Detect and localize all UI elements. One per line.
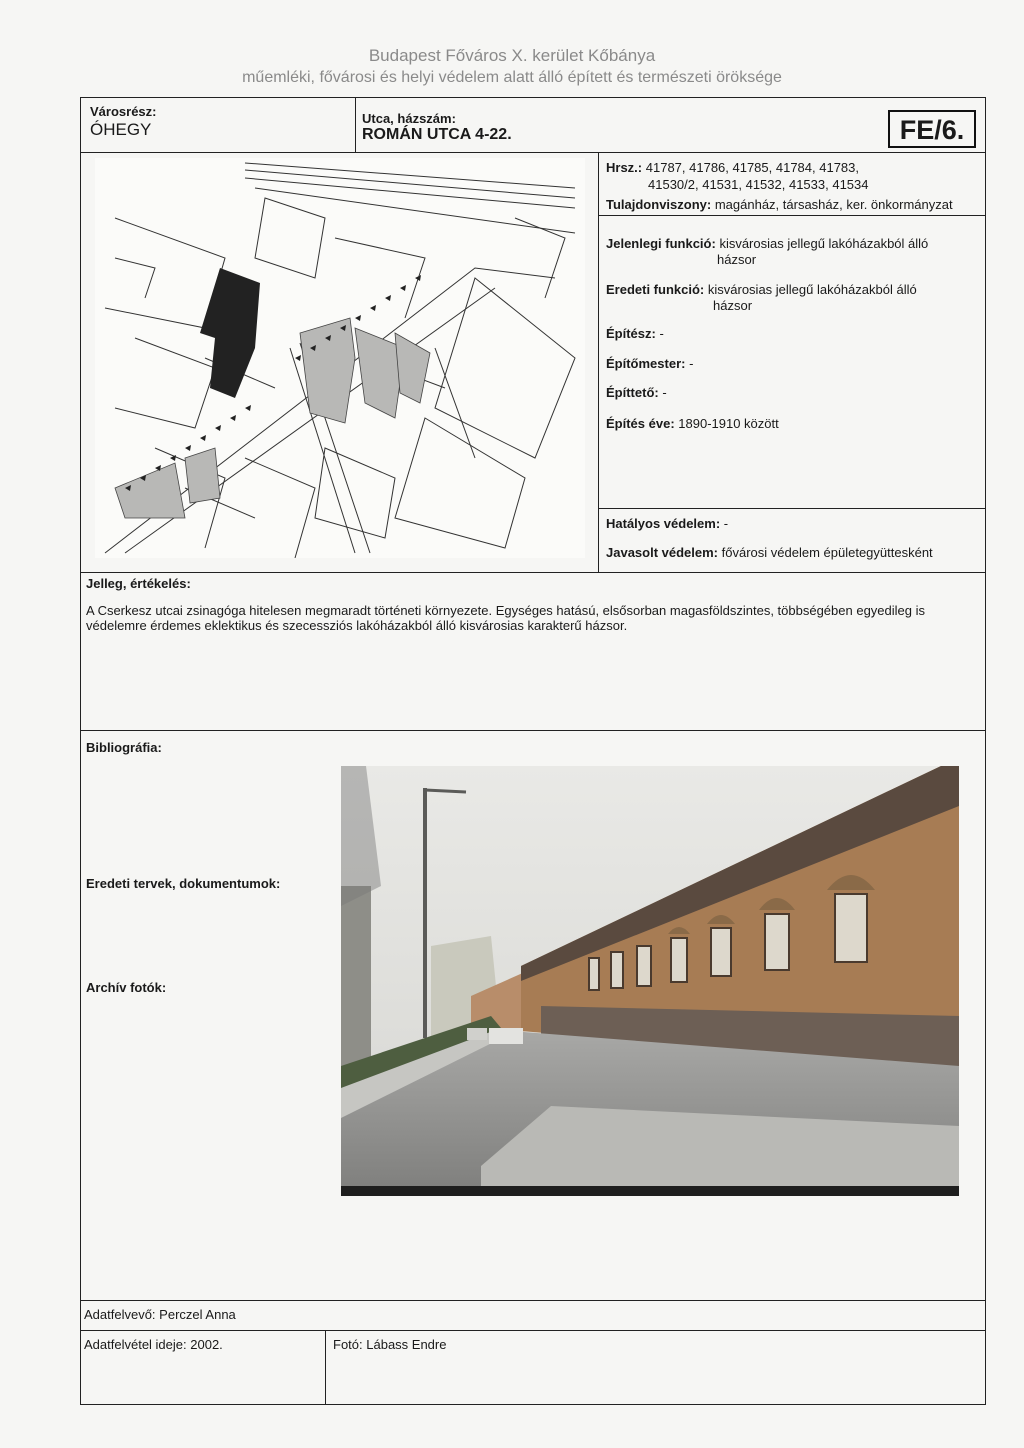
street-photo <box>341 766 959 1196</box>
recorder-value: Perczel Anna <box>159 1307 236 1322</box>
divider <box>80 1330 986 1331</box>
character-text: A Cserkesz utcai zsinagóga hitelesen megmaradt történeti környezete. Egységes hatású, elsősorban magasföldszintes, többségében egyedileg is védelemre érdemes eklektikus és szecessziós lakóházakból álló kisvárosias karakterű házsor. <box>86 603 925 633</box>
photographer-field <box>333 1337 446 1352</box>
hrsz-value-line1: 41787, 41786, 41785, 41784, 41783, <box>645 160 860 175</box>
architect-value: - <box>659 326 664 341</box>
character-label: Jelleg, értékelés: <box>86 576 191 591</box>
year-label: Építés éve: <box>606 416 675 431</box>
original-function-field <box>606 282 917 297</box>
photographer-value: Lábass Endre <box>366 1337 447 1352</box>
hrsz-field <box>606 160 859 175</box>
recorder-field <box>84 1307 236 1322</box>
divider <box>80 152 986 153</box>
divider <box>80 730 986 731</box>
current-function-value-line2: házsor <box>717 252 757 267</box>
architect-field <box>606 326 664 341</box>
protection-proposed-value: fővárosi védelem épületegyüttesként <box>721 545 933 560</box>
header-title: Budapest Főváros X. kerület Kőbánya <box>368 46 656 65</box>
current-function-label: Jelenlegi funkció: <box>606 236 716 251</box>
divider <box>80 1300 986 1301</box>
district-value: ÓHEGY <box>90 120 152 139</box>
builder-value: - <box>689 356 694 371</box>
divider <box>355 97 356 152</box>
record-date-field <box>84 1337 223 1352</box>
archive-photos-label: Archív fotók: <box>86 980 167 995</box>
cadastral-map <box>95 158 585 558</box>
record-code: FE/6. <box>888 110 976 148</box>
current-function-field <box>606 236 928 251</box>
hrsz-value-line2: 41530/2, 41531, 41532, 41533, 41534 <box>648 177 869 192</box>
protection-current-value: - <box>723 516 729 531</box>
current-function-value: kisvárosias jellegű lakóházakból álló <box>719 236 929 251</box>
protection-current-label: Hatályos védelem: <box>606 516 721 531</box>
record-date-label: Adatfelvétel ideje: <box>84 1337 187 1352</box>
year-value: 1890-1910 között <box>678 416 779 431</box>
street-value: ROMÁN UTCA 4-22. <box>362 126 512 143</box>
original-function-value: kisvárosias jellegű lakóházakból álló <box>707 282 917 297</box>
photographer-label: Fotó: <box>333 1337 363 1352</box>
divider <box>325 1330 326 1405</box>
ownership-field <box>606 197 953 212</box>
builder-field <box>606 356 693 371</box>
year-field <box>606 416 779 431</box>
original-function-value-line2: házsor <box>713 298 753 313</box>
original-function-label: Eredeti funkció: <box>606 282 705 297</box>
commissioner-field <box>606 385 667 400</box>
recorder-label: Adatfelvevő: <box>84 1307 156 1322</box>
street-label: Utca, házszám: <box>362 111 456 126</box>
protection-proposed-label: Javasolt védelem: <box>606 545 719 560</box>
commissioner-value: - <box>662 385 667 400</box>
protection-current-field <box>606 516 728 531</box>
hrsz-label: Hrsz.: <box>606 160 643 175</box>
header-subtitle: műemléki, fővárosi és helyi védelem alatt álló épített és természeti öröksége <box>242 69 782 86</box>
record-date-value: 2002. <box>190 1337 223 1352</box>
divider <box>598 215 986 216</box>
bibliography-label: Bibliográfia: <box>86 740 162 755</box>
commissioner-label: Építtető: <box>606 385 659 400</box>
divider <box>598 508 986 509</box>
ownership-value: magánház, társasház, ker. önkormányzat <box>714 197 953 212</box>
divider <box>80 572 986 573</box>
architect-label: Építész: <box>606 326 656 341</box>
ownership-label: Tulajdonviszony: <box>606 197 712 212</box>
original-plans-label: Eredeti tervek, dokumentumok: <box>86 876 281 891</box>
protection-proposed-field <box>606 545 933 560</box>
builder-label: Építőmester: <box>606 356 686 371</box>
district-label: Városrész: <box>90 104 157 119</box>
